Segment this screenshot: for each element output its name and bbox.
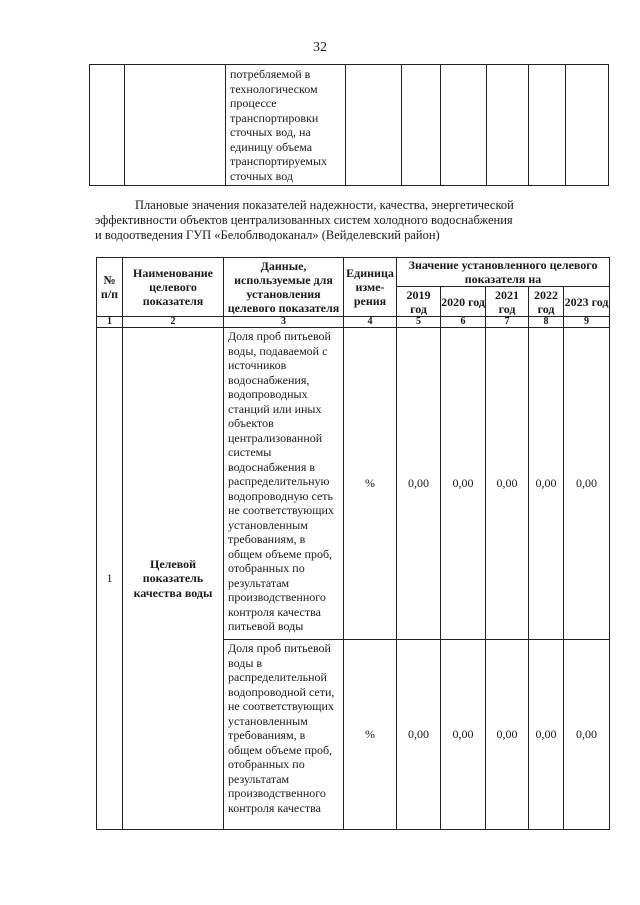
cell-empty (90, 65, 125, 186)
targets-table (96, 257, 610, 830)
indicator-name: Целевой показатель качества воды (123, 328, 224, 830)
value-cell: 0,00 (564, 640, 610, 830)
column-number: 4 (344, 317, 397, 328)
value-cell: 0,00 (486, 640, 529, 830)
header-unit: Единица изме-рения (344, 258, 397, 317)
header-data: Данные, используемые для установления целевого показателя (224, 258, 344, 317)
column-number: 3 (224, 317, 344, 328)
indicator-description: Доля проб питьевой воды в распределительной водопроводной сети, не соответствующих установленным требованиям, в общем объеме проб, отобранных по результатам производственного контроля качества (224, 640, 344, 830)
column-number: 6 (441, 317, 486, 328)
column-number: 2 (123, 317, 224, 328)
indicator-description: потребляемой в технологическом процессе транспортировки сточных вод, на единицу объема транспортируемых сточных вод (226, 65, 346, 186)
cell-empty (487, 65, 529, 186)
unit-cell: % (344, 328, 397, 640)
paragraph-line: и водоотведения ГУП «Белоблводоканал» (Вейделевский район) (95, 228, 440, 242)
header-name: Наименование целевого показателя (123, 258, 224, 317)
indicator-description: Доля проб питьевой воды, подаваемой с источников водоснабжения, водопроводных станций или иных объектов централизованной системы водоснабжения в распределительную водопроводную сеть не соответствующих установленным требованиям, в общем объеме проб, отобранных по результатам производственного контроля качества питьевой воды (224, 328, 344, 640)
value-cell: 0,00 (397, 640, 441, 830)
header-year: 2019 год (397, 287, 441, 317)
value-cell: 0,00 (529, 328, 564, 640)
cell-empty (346, 65, 402, 186)
table-row (97, 328, 610, 640)
header-year: 2023 год (564, 287, 610, 317)
header-year: 2022 год (529, 287, 564, 317)
value-cell: 0,00 (486, 328, 529, 640)
value-cell: 0,00 (397, 328, 441, 640)
cell-empty (402, 65, 441, 186)
cell-empty (529, 65, 566, 186)
column-number: 8 (529, 317, 564, 328)
cell-empty (125, 65, 226, 186)
column-number: 5 (397, 317, 441, 328)
row-number: 1 (97, 328, 123, 830)
cell-empty (566, 65, 609, 186)
intro-paragraph (95, 198, 608, 243)
value-cell: 0,00 (441, 640, 486, 830)
column-number: 7 (486, 317, 529, 328)
cell-empty (441, 65, 487, 186)
column-number: 1 (97, 317, 123, 328)
paragraph-line: Плановые значения показателей надежности, качества, энергетической (135, 198, 514, 212)
value-cell: 0,00 (441, 328, 486, 640)
paragraph-line: эффективности объектов централизованных систем холодного водоснабжения (95, 213, 513, 227)
value-cell: 0,00 (529, 640, 564, 830)
header-year: 2020 год (441, 287, 486, 317)
column-number: 9 (564, 317, 610, 328)
page-number: 32 (313, 40, 327, 55)
header-num: № п/п (97, 258, 123, 317)
header-year: 2021 год (486, 287, 529, 317)
header-value: Значение установленного целевого показателя на (397, 258, 610, 287)
unit-cell: % (344, 640, 397, 830)
continued-table (89, 64, 609, 186)
value-cell: 0,00 (564, 328, 610, 640)
